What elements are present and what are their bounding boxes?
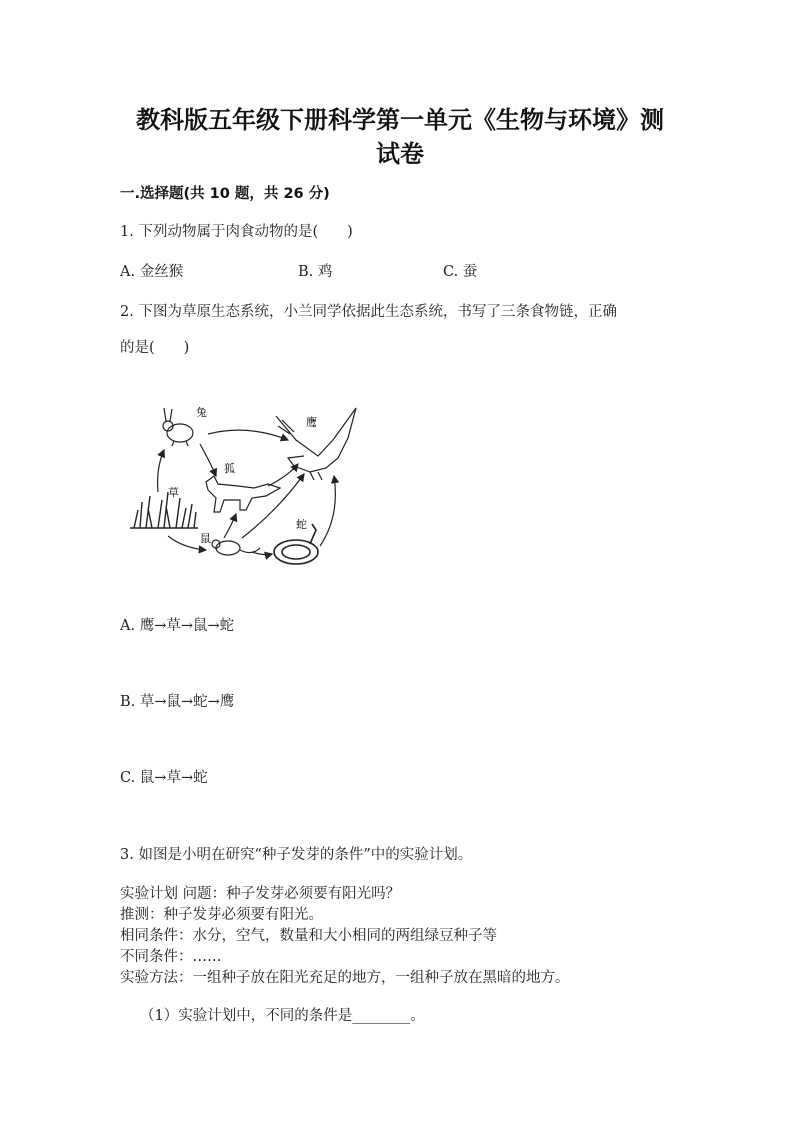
arrow-mouse-fox bbox=[224, 514, 236, 538]
arrow-snake-eagle bbox=[320, 476, 335, 546]
question-1-stem: 1. 下列动物属于肉食动物的是( ) bbox=[120, 224, 353, 240]
plan-line-different-conditions: 不同条件：…… bbox=[120, 949, 222, 965]
question-2-option-b: B. 草→鼠→蛇→鹰 bbox=[120, 694, 235, 710]
question-2-option-a: A. 鹰→草→鼠→蛇 bbox=[120, 618, 235, 634]
arrow-grass-rabbit bbox=[158, 450, 164, 492]
fox-icon bbox=[206, 476, 280, 512]
label-snake: 蛇 bbox=[296, 518, 307, 531]
arrow-mouse-snake bbox=[252, 552, 272, 555]
label-grass: 草 bbox=[168, 486, 179, 499]
plan-line-same-conditions: 相同条件：水分，空气，数量和大小相同的两组绿豆种子等 bbox=[120, 928, 497, 944]
arrow-fox-eagle bbox=[268, 464, 298, 486]
question-2-stem-line2: 的是( ) bbox=[120, 340, 190, 356]
question-1-option-c: C. 蚕 bbox=[443, 264, 478, 280]
label-mouse: 鼠 bbox=[200, 532, 211, 545]
page-title-line1: 教科版五年级下册科学第一单元《生物与环境》测 bbox=[136, 106, 664, 134]
question-3-stem: 3. 如图是小明在研究“种子发芽的条件”中的实验计划。 bbox=[120, 847, 473, 863]
arrow-rabbit-fox bbox=[200, 444, 216, 476]
arrow-rabbit-eagle bbox=[208, 430, 288, 440]
page-title-line2: 试卷 bbox=[376, 140, 424, 168]
rabbit-icon bbox=[163, 408, 193, 446]
question-1-option-b: B. 鸡 bbox=[298, 264, 333, 280]
food-web-diagram bbox=[128, 400, 378, 580]
plan-line-question: 实验计划 问题：种子发芽必须要有阳光吗？ bbox=[120, 886, 401, 902]
grass-icon bbox=[130, 492, 198, 528]
label-fox: 狐 bbox=[224, 462, 235, 475]
plan-line-hypothesis: 推测：种子发芽必须要有阳光。 bbox=[120, 907, 323, 923]
plan-line-method: 实验方法：一组种子放在阳光充足的地方，一组种子放在黑暗的地方。 bbox=[120, 970, 570, 986]
question-3-sub-1: （1）实验计划中，不同的条件是________。 bbox=[140, 1008, 425, 1024]
question-2-stem-line1: 2. 下图为草原生态系统，小兰同学依据此生态系统，书写了三条食物链，正确 bbox=[120, 304, 617, 320]
question-1-option-a: A. 金丝猴 bbox=[120, 264, 184, 280]
question-2-option-c: C. 鼠→草→蛇 bbox=[120, 770, 208, 786]
section-heading: 一.选择题(共 10 题，共 26 分) bbox=[120, 186, 330, 202]
label-rabbit: 兔 bbox=[196, 406, 207, 419]
label-eagle: 鹰 bbox=[306, 416, 317, 429]
